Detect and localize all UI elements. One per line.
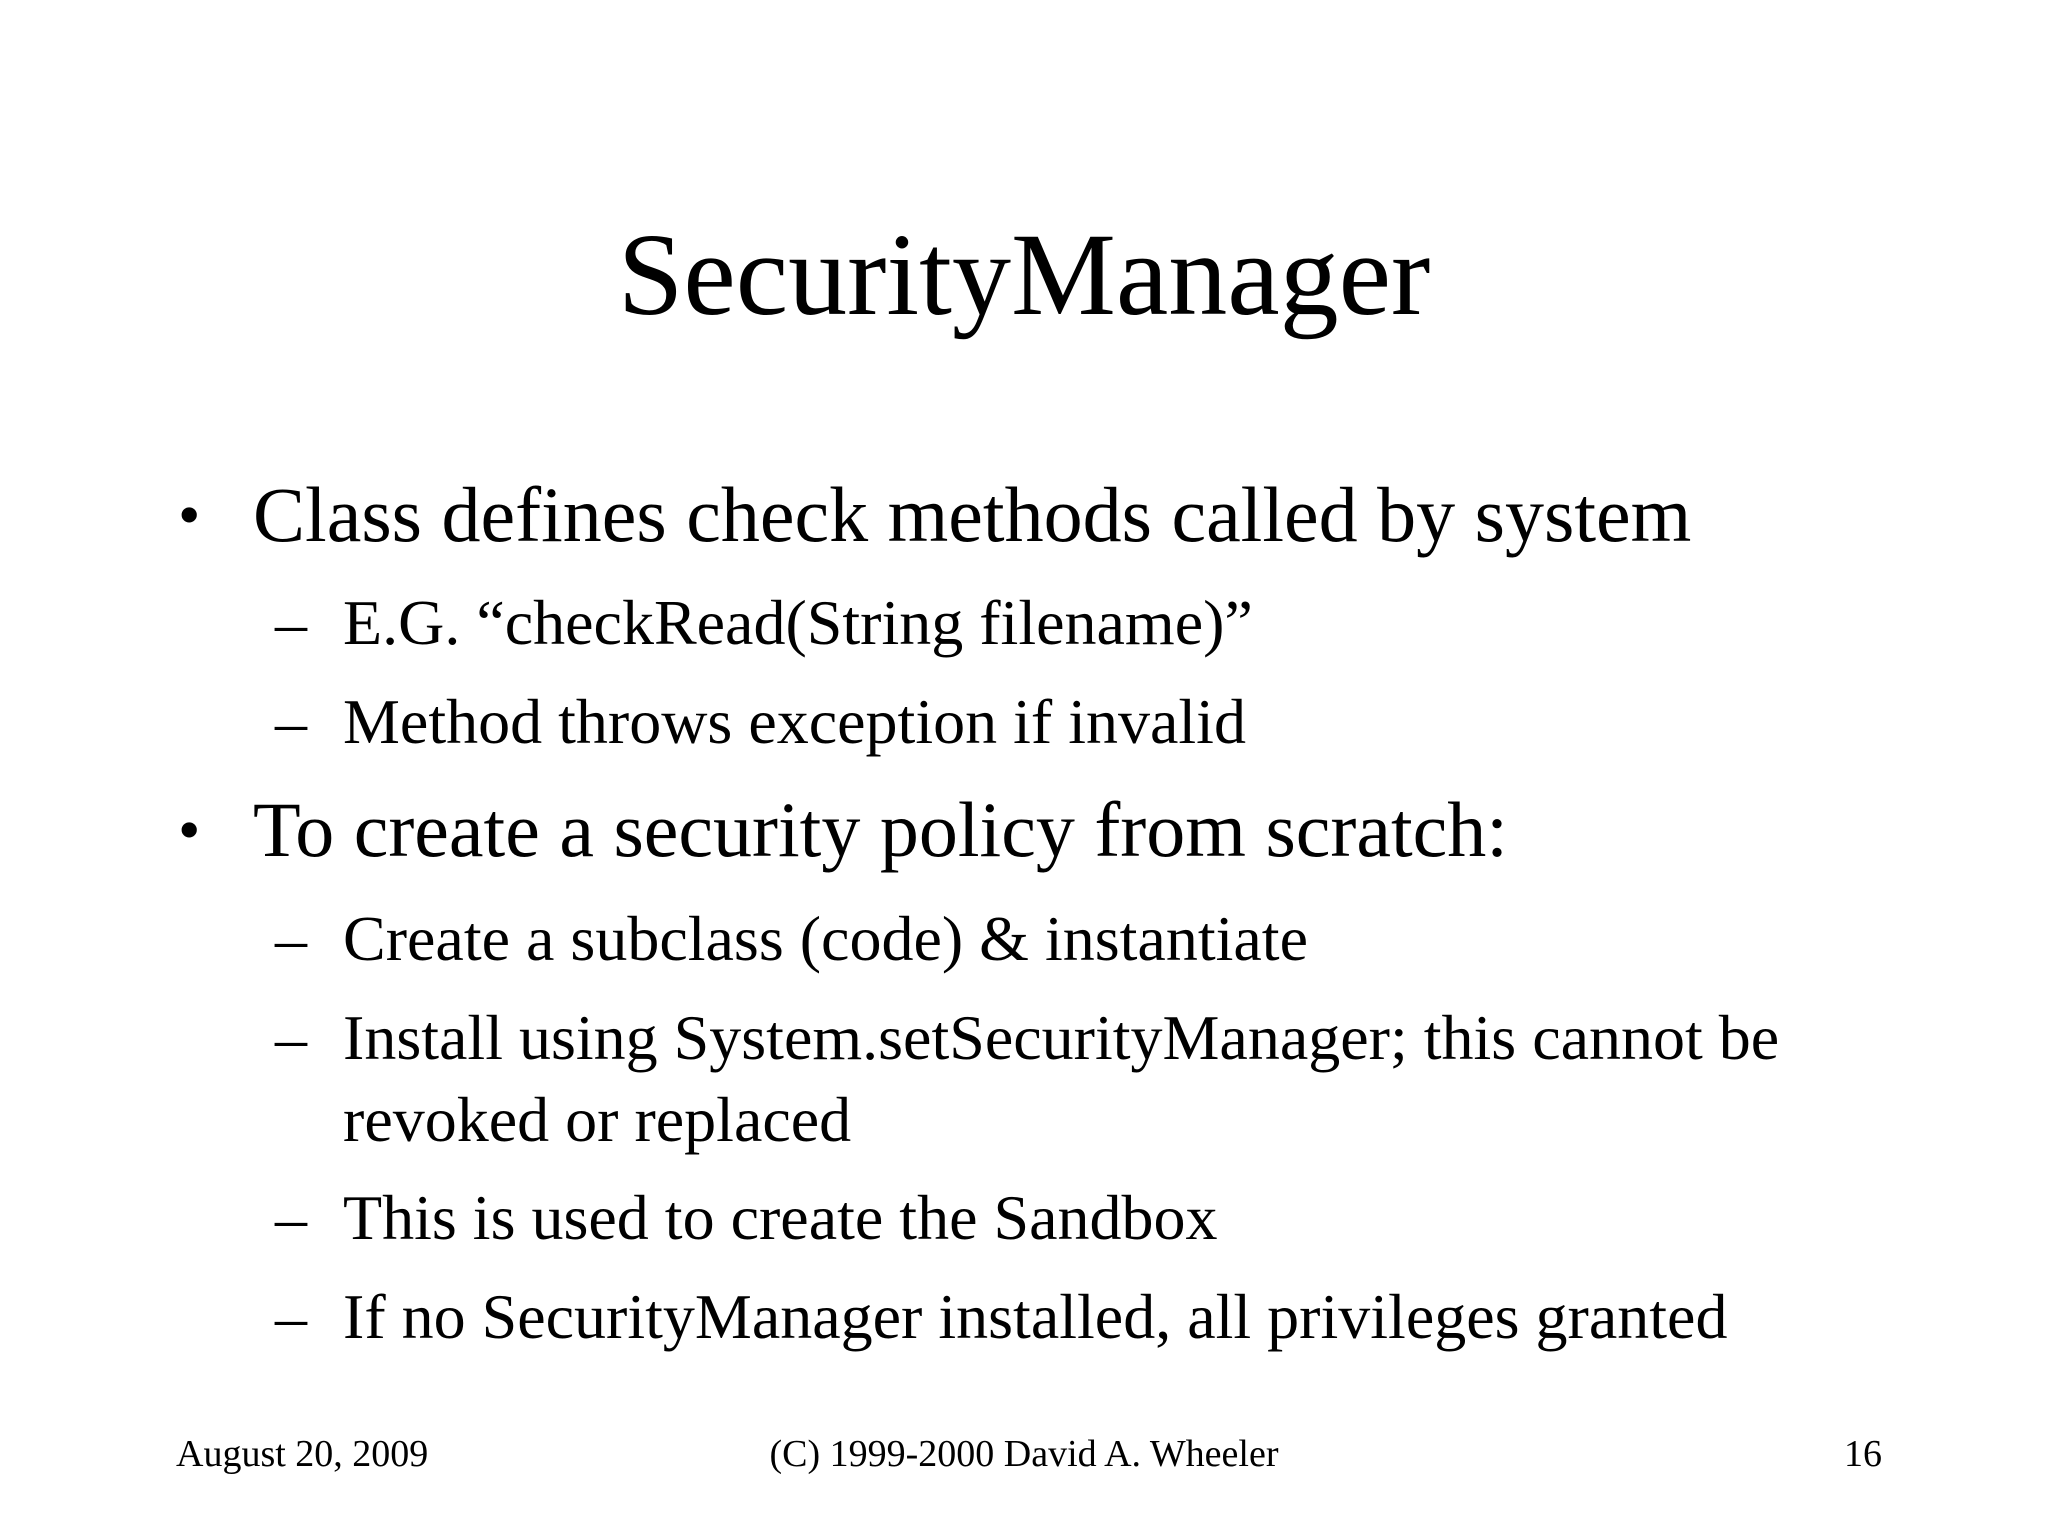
bullet-text: To create a security policy from scratch:	[253, 786, 1508, 873]
sub-bullet-marker: –	[275, 1002, 307, 1073]
sub-bullet-text: Install using System.setSecurityManager; this cannot be revoked or replaced	[343, 1002, 1780, 1155]
sub-bullet-marker: –	[275, 587, 307, 658]
sub-bullet-marker: –	[275, 903, 307, 974]
footer-date: August 20, 2009	[176, 1433, 429, 1475]
footer-page-number: 16	[1844, 1433, 1882, 1475]
sub-bullet-text: E.G. “checkRead(String filename)”	[343, 587, 1253, 658]
slide-title: SecurityManager	[617, 209, 1431, 340]
sub-bullet-marker: –	[275, 686, 307, 757]
bullet-marker: •	[178, 794, 201, 865]
sub-bullet-text: If no SecurityManager installed, all privileges granted	[343, 1281, 1728, 1352]
bullet-marker: •	[178, 479, 201, 550]
sub-bullet-text: Method throws exception if invalid	[343, 686, 1246, 757]
bullet-text: Class defines check methods called by system	[253, 471, 1692, 558]
footer-copyright: (C) 1999-2000 David A. Wheeler	[769, 1433, 1279, 1475]
sub-bullet-marker: –	[275, 1182, 307, 1253]
sub-bullet-text: This is used to create the Sandbox	[343, 1182, 1218, 1253]
sub-bullet-text: Create a subclass (code) & instantiate	[343, 903, 1308, 974]
sub-bullet-marker: –	[275, 1281, 307, 1352]
